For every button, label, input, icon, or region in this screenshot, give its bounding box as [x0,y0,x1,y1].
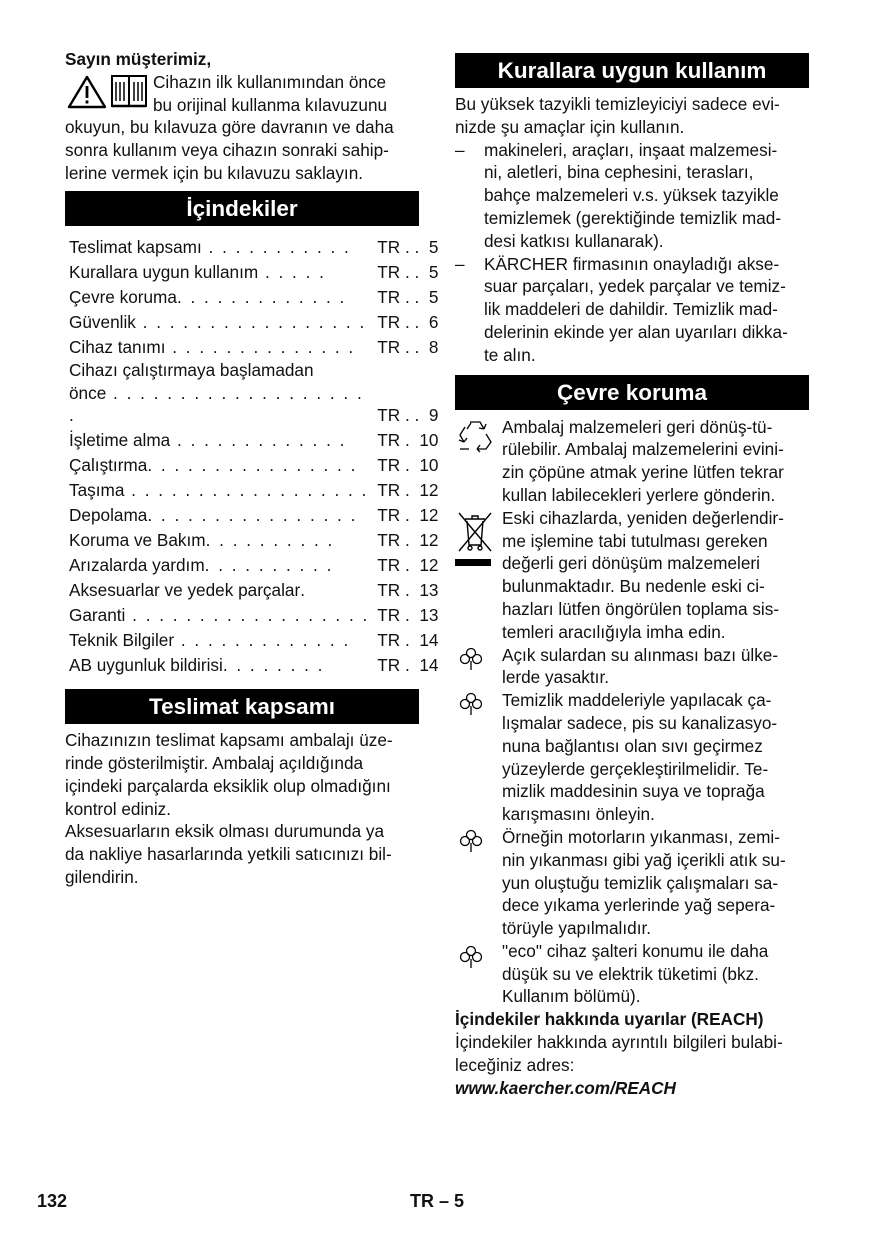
item-line: temizlemek (gerektiğinde temizlik mad- [484,207,782,228]
footer-section: TR – 5 [410,1191,465,1211]
proper-use-line: Bu yüksek tazyikli temizleyiciyi sadece evi- [455,94,780,114]
toc-label-text: Arızalarda yardım [69,555,205,576]
toc-row[interactable] [65,284,438,309]
delivery-heading: Teslimat kapsamı [65,689,419,724]
env-line: Örneğin motorların yıkanması, zemi- [502,826,780,847]
env-line: Açık sulardan su alınması bazı ülke- [502,644,779,665]
intro-row [65,71,419,117]
toc-label-text: Taşıma [69,480,125,501]
toc-row[interactable] [65,334,438,359]
toc-row[interactable] [65,602,438,627]
env-line: me işlemine tabi tutulması gereken [502,530,768,551]
proper-use-item-text [484,253,788,367]
item-line: lik maddeleri de dahildir. Temizlik mad- [484,299,778,320]
dash-bullet: – [455,253,465,274]
toc-lang: TR [377,480,401,501]
toc-dots: . . . . . . . . . . [204,555,334,576]
toc-row[interactable] [65,627,438,652]
toc-dots: . . . . . . . . . . . . . . . . . . . . [69,382,364,426]
toc-row[interactable] [65,652,438,677]
delivery-line: içindeki parçalarda eksiklik olup olmadığını [65,775,391,796]
toc-label-text: Kurallara uygun kullanım [69,261,259,282]
env-icon-cell [455,507,502,644]
toc-dots: . . . . . . . . . . . . . . . . . . [125,605,370,626]
environment-item [455,826,809,940]
env-line: düşük su ve elektrik tüketimi (bkz. [502,963,759,984]
env-line: Kullanım bölümü). [502,986,641,1007]
toc-row[interactable] [65,452,438,477]
item-line: makineleri, araçları, inşaat malzemesi- [484,139,778,160]
env-line: Temizlik maddeleriyle yapılacak ça- [502,690,772,711]
toc-lang: TR [377,655,401,676]
env-line: nuna bağlantısı olan sıvı geçirmez [502,735,763,756]
toc-dots: . . . . . . . . . . . [201,236,351,257]
toc-page: . . 5 [400,286,439,307]
delivery-line: kontrol ediniz. [65,798,172,819]
toc-label[interactable] [65,309,369,334]
toc-label-text: Çevre koruma [69,286,177,307]
warning-triangle-icon [67,75,107,109]
env-line: yun oluştuğu temizlik çalışmaları sa- [502,872,779,893]
toc-label[interactable] [65,602,369,627]
intro-line: lerine vermek için bu kılavuzu saklayın. [65,162,364,183]
env-item-text [502,940,768,1008]
proper-use-line: nizde şu amaçlar için kullanın. [455,116,685,137]
delivery-line: gilendirin. [65,866,139,887]
toc-dots: . . . . . . . . . . . . . . . . [147,455,358,476]
env-line: nin yıkanması gibi yağ içerikli atık su- [502,849,786,870]
toc-page: . 10 [400,430,439,451]
toc-lang: TR [377,630,401,651]
item-line: suar parçaları, yedek parçalar ve temiz- [484,276,786,297]
toc-label-text: Koruma ve Bakım [69,530,206,551]
toc-row[interactable] [65,259,438,284]
env-line: değerli geri dönüşüm malzemeleri [502,553,760,574]
toc-dots: . . . . . . . . . . . . . . . . [147,505,358,526]
env-line: yüzeylerde gerçekleştirilmelidir. Te- [502,758,769,779]
reach-line: leceğiniz adres: [455,1054,575,1075]
toc-label[interactable] [65,577,369,602]
item-line: delerinin ekinde yer alan uyarıları dikka- [484,321,788,342]
eco-clover-icon [458,828,484,854]
environment-list [455,416,809,1009]
reach-url-link[interactable]: www.kaercher.com/REACH [455,1077,676,1098]
toc-dots: . [300,580,307,601]
env-line: mizlik maddesinin suya ve toprağa [502,781,765,802]
toc-page: . . 5 [400,261,439,282]
environment-item [455,644,809,690]
toc-label-text: Cihaz tanımı [69,336,166,357]
delivery-line: Aksesuarların eksik olması durumunda ya [65,821,385,842]
toc-row[interactable] [65,309,438,334]
environment-item [455,416,809,507]
item-line: bahçe malzemeleri v.s. yüksek tazyikle [484,185,779,206]
environment-item [455,940,809,1008]
left-column [65,48,439,889]
environment-heading: Çevre koruma [455,375,809,410]
toc-page: . . 5 [400,236,439,257]
intro-line: okuyun, bu kılavuza göre davranın ve daha [65,117,394,138]
toc-table [65,234,438,677]
delivery-line: Cihazınızın teslimat kapsamı ambalajı üze- [65,730,393,751]
env-icon-cell [455,826,502,940]
toc-dots: . . . . . . . . . . [205,530,335,551]
recycle-icon [455,418,495,454]
env-line: lerde yasaktır. [502,667,609,688]
greeting: Sayın müşterimiz, [65,49,212,69]
toc-label[interactable] [65,527,369,552]
proper-use-heading: Kurallara uygun kullanım [455,53,809,88]
env-line: karışmasını önleyin. [502,804,655,825]
toc-dots: . . . . . . . . . . . . . . . . . [135,311,367,332]
env-line: zin çöpüne atmak yerine lütfen tekrar [502,462,784,483]
env-icon-cell [455,644,502,690]
toc-heading: İçindekiler [65,191,419,226]
toc-label[interactable] [65,452,369,477]
env-line: hazları lütfen öngörülen toplama sis- [502,598,780,619]
toc-label-text: Garanti [69,605,126,626]
env-line: kullan labilecekleri yerlere gönderin. [502,484,776,505]
crossed-bin-icon [455,509,495,569]
toc-label-text: Depolama [69,505,148,526]
footer-page-number: 132 [37,1191,68,1211]
toc-label-text: Güvenlik [69,311,136,332]
toc-dots: . . . . . . . . [222,655,325,676]
toc-label[interactable] [65,234,369,259]
env-line: dece yıkama yerlerinde yağ sepera- [502,895,776,916]
toc-label[interactable] [65,359,369,427]
toc-row[interactable] [65,502,438,527]
eco-clover-icon [458,646,484,672]
toc-label[interactable] [65,334,369,359]
toc-row[interactable] [65,527,438,552]
toc-label[interactable] [65,477,369,502]
reach-line: İçindekiler hakkında ayrıntılı bilgileri bulabi- [455,1032,783,1053]
item-line: te alın. [484,344,536,365]
toc-page: . . 8 [400,336,439,357]
proper-use-item [455,139,809,253]
env-item-text [502,689,777,826]
toc-lang: TR [377,505,401,526]
toc-lang: TR [377,405,401,426]
toc-dots: . . . . . . . . . . . . . [170,430,347,451]
toc-lang: TR [377,455,401,476]
env-line: lışmalar sadece, pis su kanalizasyo- [502,712,778,733]
toc-label-text: Cihazı çalıştırmaya başlamadan [69,359,314,380]
toc-page: . 14 [400,655,439,676]
intro-line: Cihazın ilk kullanımından önce [153,71,387,92]
proper-use-item-text [484,139,781,253]
environment-item [455,689,809,826]
toc-lang: TR [377,286,401,307]
toc-page: . 12 [400,505,439,526]
toc-lang: TR [377,605,401,626]
env-item-text [502,644,778,690]
eco-clover-icon [458,944,484,970]
delivery-line: da nakliye hasarlarında yetkili satıcınızı bil- [65,844,392,865]
toc-label[interactable] [65,552,369,577]
toc-lang: TR [377,530,401,551]
toc-page: . 13 [400,580,439,601]
env-icon-cell [455,689,502,826]
intro-line: sonra kullanım veya cihazın sonraki sahip- [65,140,389,161]
env-line: temleri aracılığıyla imha edin. [502,621,726,642]
env-line: rülebilir. Ambalaj malzemelerini evini- [502,439,784,460]
env-line: bulunmaktadır. Bu nedenle eski ci- [502,576,765,597]
proper-use-item [455,253,809,367]
dash-bullet: – [455,139,465,160]
reach-heading: İçindekiler hakkında uyarılar (REACH) [455,1009,764,1030]
toc-dots: . . . . . . . . . . . . . . [165,336,356,357]
toc-row[interactable] [65,577,438,602]
toc-label[interactable] [65,652,369,677]
toc-label-text: Aksesuarlar ve yedek parçalar [69,580,301,601]
toc-lang: TR [377,311,401,332]
toc-lang: TR [377,580,401,601]
toc-page: . 14 [400,630,439,651]
toc-label[interactable] [65,502,369,527]
env-item-text [502,416,784,507]
eco-clover-icon [458,691,484,717]
item-line: KÄRCHER firmasının onayladığı akse- [484,253,780,274]
toc-label-text: Teknik Bilgiler [69,630,175,651]
toc-label-text: Çalıştırma [69,455,148,476]
toc-lang: TR [377,236,401,257]
proper-use-intro [455,93,809,139]
item-line: ni, aletleri, bina cephesini, terasları, [484,162,754,183]
toc-row[interactable] [65,552,438,577]
intro-text-right [153,71,387,117]
toc-row[interactable] [65,359,438,427]
toc-page: . 12 [400,480,439,501]
env-line: Eski cihazlarda, yeniden değerlendir- [502,507,784,528]
toc-label-text: İşletime alma [69,430,171,451]
intro-line: bu orijinal kullanma kılavuzunu [153,94,388,115]
manual-book-icon [109,73,149,109]
environment-item [455,507,809,644]
toc-label[interactable] [65,627,369,652]
delivery-text [65,729,419,889]
toc-label-text: önce [69,382,107,403]
toc-page: . . 6 [400,311,439,332]
toc-row[interactable] [65,427,438,452]
env-line: Ambalaj malzemeleri geri dönüş-tü- [502,416,773,437]
intro-icons [65,71,153,115]
toc-page: . 12 [400,555,439,576]
toc-dots: . . . . . . . . . . . . . . . . . . [124,480,369,501]
toc-page: . . 9 [400,405,439,426]
toc-label-text: Teslimat kapsamı [69,236,202,257]
toc-lang: TR [377,261,401,282]
toc-row[interactable] [65,234,438,259]
toc-dots: . . . . . [258,261,326,282]
right-column [455,53,809,1099]
toc-row[interactable] [65,477,438,502]
env-line: törüyle yapılmalıdır. [502,918,652,939]
toc-dots: . . . . . . . . . . . . . [174,630,351,651]
toc-page: . 10 [400,455,439,476]
env-item-text [502,507,784,644]
toc-label[interactable] [65,259,369,284]
env-item-text [502,826,786,940]
item-line: desi katkısı kullanarak). [484,230,664,251]
toc-lang: TR [377,555,401,576]
toc-label[interactable] [65,427,369,452]
toc-label[interactable] [65,284,369,309]
toc-dots: . . . . . . . . . . . . . [176,286,347,307]
toc-lang: TR [377,430,401,451]
toc-label-text: AB uygunluk bildirisi [69,655,223,676]
env-icon-cell [455,940,502,1008]
env-line: "eco" cihaz şalteri konumu ile daha [502,940,769,961]
toc-lang: TR [377,336,401,357]
toc-page: . 13 [400,605,439,626]
delivery-line: rinde gösterilmiştir. Ambalaj açıldığında [65,752,364,773]
env-icon-cell [455,416,502,507]
toc-page: . 12 [400,530,439,551]
